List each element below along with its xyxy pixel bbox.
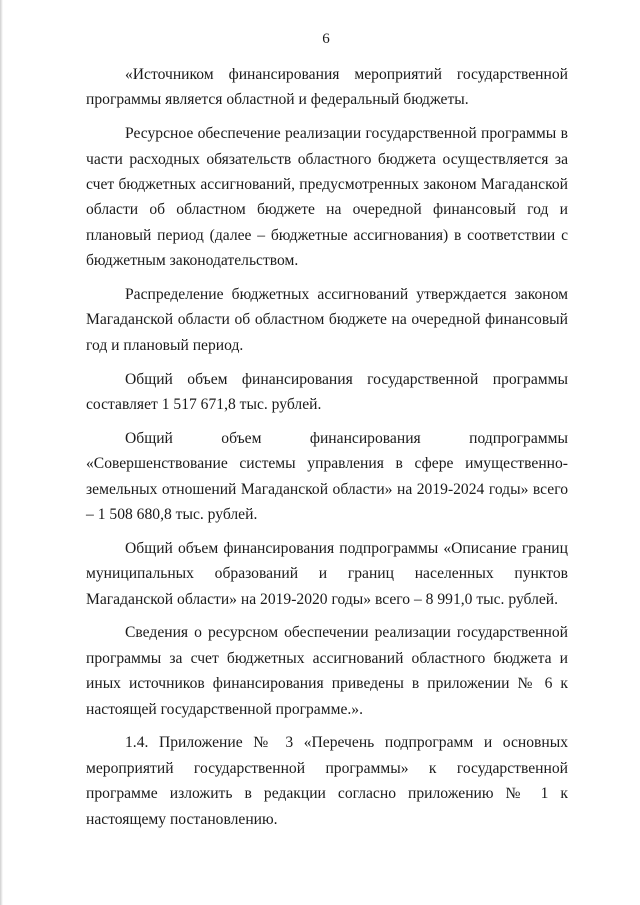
paragraph-appendix-amendment: 1.4. Приложение № 3 «Перечень подпрограмм и основных мероприятий государственной программы» к государственной программе изложить в редакции согласно приложению № 1 к настоящему постановлению. xyxy=(86,734,568,828)
page-edge-shadow xyxy=(0,0,3,905)
paragraph-subprogram-management-funding: Общий объем финансирования подпрограммы «Совершенствование системы управления в сфере имущественно-земельных отношений Магаданской области» на 2019-2024 годы» всего – 1 508 680,8 тыс. рублей. xyxy=(86,429,568,524)
paragraph-resource-provision: Ресурсное обеспечение реализации государственной программы в части расходных обязательств областного бюджета осуществляется за счет бюджетных ассигнований, предусмотренных законом Магаданской области об областном бюджете на очередной финансовый год и плановый период (далее – бюджетные ассигнования) в соответствии с бюджетным законодательством. xyxy=(86,125,568,270)
paragraph-allocation-distribution: Распределение бюджетных ассигнований утверждается законом Магаданской области об областном бюджете на очередной финансовый год и плановый период. xyxy=(86,286,568,354)
paragraph-subprogram-borders-funding: Общий объем финансирования подпрограммы «Описание границ муниципальных образований и границ населенных пунктов Магаданской области» на 2019-2020 годы» всего – 8 991,0 тыс. рублей. xyxy=(86,539,568,608)
paragraph-total-program-funding: Общий объем финансирования государственной программы составляет 1 517 671,8 тыс. рублей. xyxy=(86,370,568,414)
document-body xyxy=(86,62,568,841)
paragraph-resource-information: Сведения о ресурсном обеспечении реализации государственной программы за счет бюджетных ассигнований областного бюджета и иных источников финансирования приведены в приложении № 6 к настоящей государственной программе.». xyxy=(86,624,568,718)
paragraph-funding-sources: «Источником финансирования мероприятий государственной программы является областной и федеральный бюджеты. xyxy=(86,66,568,109)
page-number: 6 xyxy=(322,31,330,47)
